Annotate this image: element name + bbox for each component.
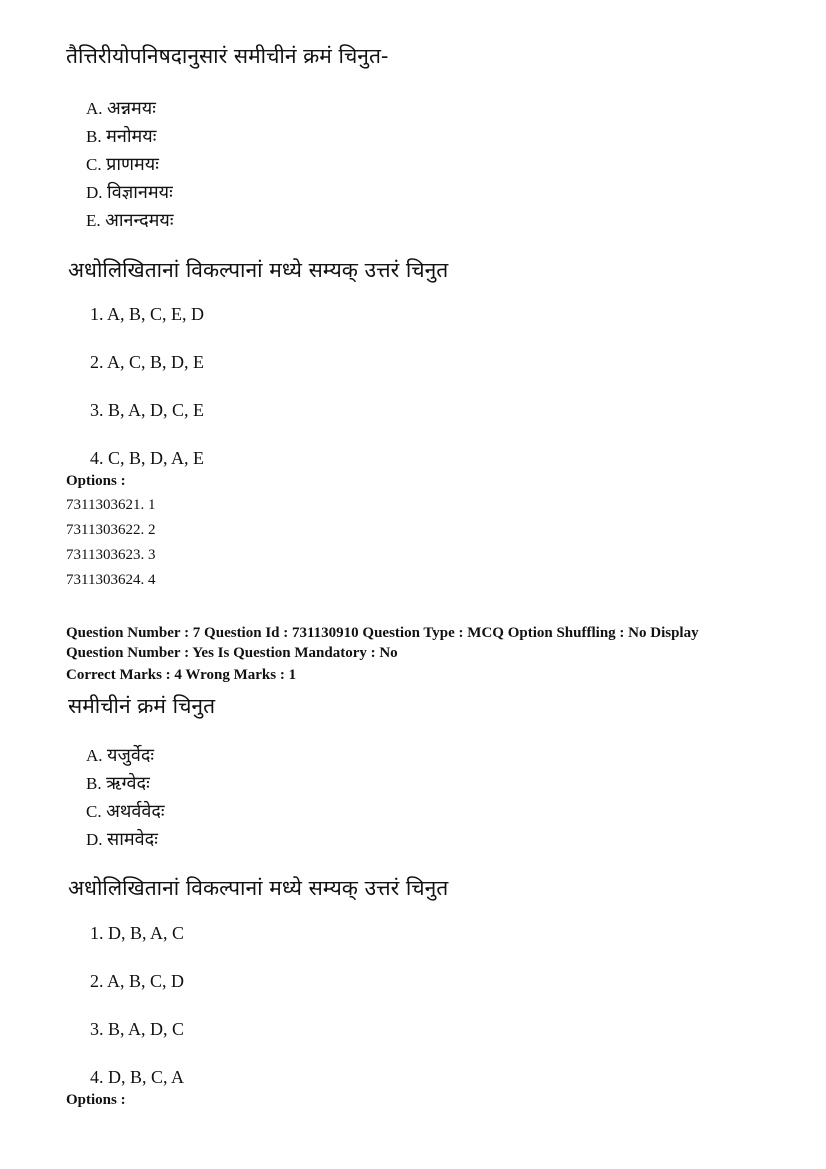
statement-e xyxy=(86,208,174,232)
choice-1[interactable]: 1. A, B, C, E, D xyxy=(90,304,205,324)
instruction-text: अधोलिखितानां विकल्पानां मध्ये सम्यक् उत्तरं चिनुत xyxy=(68,258,449,282)
question-7-text: समीचीनं क्रमं चिनुत xyxy=(68,694,216,718)
option-id-4: 7311303624. 4 xyxy=(66,572,156,588)
statement-text: अथर्ववेदः xyxy=(106,801,165,822)
statement-label: A. xyxy=(86,99,103,118)
option-id-2: 7311303622. 2 xyxy=(66,522,156,538)
statement-d xyxy=(86,180,173,204)
statement-a xyxy=(86,743,154,767)
question-7-marks: Correct Marks : 4 Wrong Marks : 1 xyxy=(66,667,297,683)
statement-label: E. xyxy=(86,211,101,230)
choice-3[interactable]: 3. B, A, D, C, E xyxy=(90,400,205,420)
statement-c xyxy=(86,799,165,823)
statement-text: यजुर्वेदः xyxy=(107,745,155,766)
choice-1[interactable]: 1. D, B, A, C xyxy=(90,923,185,943)
statement-text: विज्ञानमयः xyxy=(107,182,173,203)
statement-label: D. xyxy=(86,830,103,849)
choice-4[interactable]: 4. D, B, C, A xyxy=(90,1067,185,1087)
statement-label: A. xyxy=(86,746,103,765)
options-label: Options : xyxy=(66,473,126,489)
statement-text: प्राणमयः xyxy=(106,154,159,175)
choice-4[interactable]: 4. C, B, D, A, E xyxy=(90,448,205,468)
question-7-meta-line-2: Question Number : Yes Is Question Mandatory : No xyxy=(66,645,398,661)
instruction-text: अधोलिखितानां विकल्पानां मध्ये सम्यक् उत्तरं चिनुत xyxy=(68,876,449,900)
statement-text: अन्नमयः xyxy=(107,98,156,119)
choice-2[interactable]: 2. A, C, B, D, E xyxy=(90,352,205,372)
statement-label: B. xyxy=(86,127,102,146)
statement-label: D. xyxy=(86,183,103,202)
statement-text: आनन्दमयः xyxy=(105,210,174,231)
statement-text: मनोमयः xyxy=(106,126,157,147)
statement-d xyxy=(86,827,158,851)
option-id-1: 7311303621. 1 xyxy=(66,497,156,513)
statement-text: सामवेदः xyxy=(107,829,158,850)
statement-b xyxy=(86,124,156,148)
option-id-3: 7311303623. 3 xyxy=(66,547,156,563)
statement-label: C. xyxy=(86,155,102,174)
statement-label: C. xyxy=(86,802,102,821)
statement-text: ऋग्वेदः xyxy=(106,773,150,794)
statement-label: B. xyxy=(86,774,102,793)
question-7-meta-line-1: Question Number : 7 Question Id : 731130910 Question Type : MCQ Option Shuffling : No Display xyxy=(66,625,699,641)
statement-a xyxy=(86,96,156,120)
choice-2[interactable]: 2. A, B, C, D xyxy=(90,971,185,991)
options-label: Options : xyxy=(66,1092,126,1108)
question-6-text: तैत्तिरीयोपनिषदानुसारं समीचीनं क्रमं चिनुत- xyxy=(66,44,389,68)
choice-3[interactable]: 3. B, A, D, C xyxy=(90,1019,185,1039)
statement-c xyxy=(86,152,159,176)
statement-b xyxy=(86,771,150,795)
